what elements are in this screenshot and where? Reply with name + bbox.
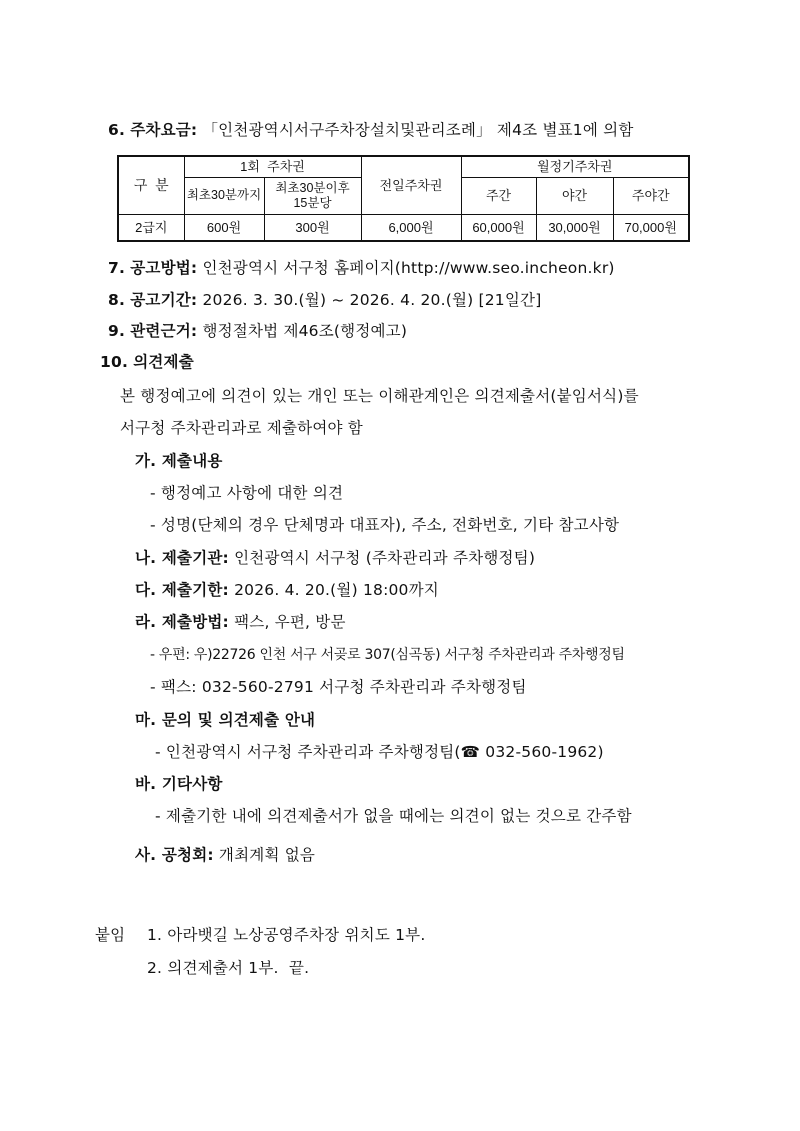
section-8-number: 8.: [108, 291, 126, 309]
section-6-label: 주차요금:: [130, 121, 198, 139]
attachments-label: 붙임: [95, 926, 126, 944]
section-9: [108, 321, 407, 341]
section-10-number: 10.: [100, 353, 129, 371]
parking-fee-table: [117, 155, 690, 242]
cell-per15: 300원: [264, 214, 361, 241]
sub-ra-text: 팩스, 우편, 방문: [234, 613, 346, 631]
header-after-30min: [264, 177, 361, 214]
section-7: [108, 258, 615, 278]
sub-ga-item-2: - 성명(단체의 경우 단체명과 대표자), 주소, 전화번호, 기타 참고사항: [150, 516, 620, 534]
attachment-item-2: 2. 의견제출서 1부. 끝.: [147, 959, 310, 977]
section-6-heading: [108, 120, 634, 140]
table-row: [118, 214, 689, 241]
header-day: 주간: [461, 177, 536, 214]
section-7-label: 공고방법:: [130, 259, 198, 277]
header-daynight: 주야간: [613, 177, 689, 214]
header-after-30min-line1: 최초30분이후: [275, 180, 350, 195]
section-8: [108, 290, 541, 310]
attachment-item-1: 1. 아라뱃길 노상공영주차장 위치도 1부.: [147, 926, 426, 944]
sub-ra-item-1: - 우편: 우)22726 인천 서구 서곶로 307(심곡동) 서구청 주차관리과 주차행정팀: [150, 647, 625, 663]
section-7-number: 7.: [108, 259, 126, 277]
section-9-text: 행정절차법 제46조(행정예고): [202, 322, 408, 340]
header-after-30min-line2: 15분당: [293, 195, 332, 210]
cell-grade: 2급지: [118, 214, 184, 241]
cell-allday: 6,000원: [361, 214, 461, 241]
section-7-text: 인천광역시 서구청 홈페이지(http://www.seo.incheon.kr): [202, 259, 615, 277]
sub-da-label: 다. 제출기한:: [135, 581, 229, 599]
header-monthly-ticket: 월정기주차권: [461, 156, 689, 177]
sub-ga-heading: 가. 제출내용: [135, 452, 223, 470]
sub-ba-heading: 바. 기타사항: [135, 775, 223, 793]
header-night: 야간: [536, 177, 613, 214]
sub-na-text: 인천광역시 서구청 (주차관리과 주차행정팀): [234, 549, 536, 567]
sub-sa-label: 사. 공청회:: [135, 846, 214, 864]
section-10-heading: [100, 352, 194, 372]
section-6-number: 6.: [108, 121, 126, 139]
sub-na: [135, 548, 535, 568]
sub-ma-item-1: - 인천광역시 서구청 주차관리과 주차행정팀(☎ 032-560-1962): [155, 743, 604, 761]
sub-sa: [135, 845, 315, 865]
cell-first30: 600원: [184, 214, 264, 241]
sub-na-label: 나. 제출기관:: [135, 549, 229, 567]
header-once-ticket: 1회 주차권: [184, 156, 361, 177]
cell-daynight: 70,000원: [613, 214, 689, 241]
section-6-text: 「인천광역시서구주차장설치및관리조례」 제4조 별표1에 의함: [202, 121, 634, 139]
section-9-number: 9.: [108, 322, 126, 340]
cell-day: 60,000원: [461, 214, 536, 241]
section-10-label: 의견제출: [133, 353, 194, 371]
sub-ga-item-1: - 행정예고 사항에 대한 의견: [150, 484, 344, 502]
sub-ra: [135, 612, 346, 632]
cell-night: 30,000원: [536, 214, 613, 241]
section-9-label: 관련근거:: [130, 322, 198, 340]
sub-sa-text: 개최계획 없음: [218, 846, 316, 864]
sub-ma-heading: 마. 문의 및 의견제출 안내: [135, 711, 316, 729]
section-10-para-line1: 본 행정예고에 의견이 있는 개인 또는 이해관계인은 의견제출서(붙임서식)를: [120, 387, 639, 405]
sub-ra-item-2: - 팩스: 032-560-2791 서구청 주차관리과 주차행정팀: [150, 678, 527, 696]
sub-da: [135, 580, 439, 600]
sub-da-text: 2026. 4. 20.(월) 18:00까지: [234, 581, 439, 599]
header-gubun: 구 분: [118, 156, 184, 214]
header-first-30min: 최초30분까지: [184, 177, 264, 214]
section-8-text: 2026. 3. 30.(월) ~ 2026. 4. 20.(월) [21일간]: [202, 291, 542, 309]
sub-ra-label: 라. 제출방법:: [135, 613, 229, 631]
sub-ba-item-1: - 제출기한 내에 의견제출서가 없을 때에는 의견이 없는 것으로 간주함: [155, 807, 632, 825]
header-allday-ticket: 전일주차권: [361, 156, 461, 214]
section-10-para-line2: 서구청 주차관리과로 제출하여야 함: [120, 419, 363, 437]
section-8-label: 공고기간:: [130, 291, 198, 309]
